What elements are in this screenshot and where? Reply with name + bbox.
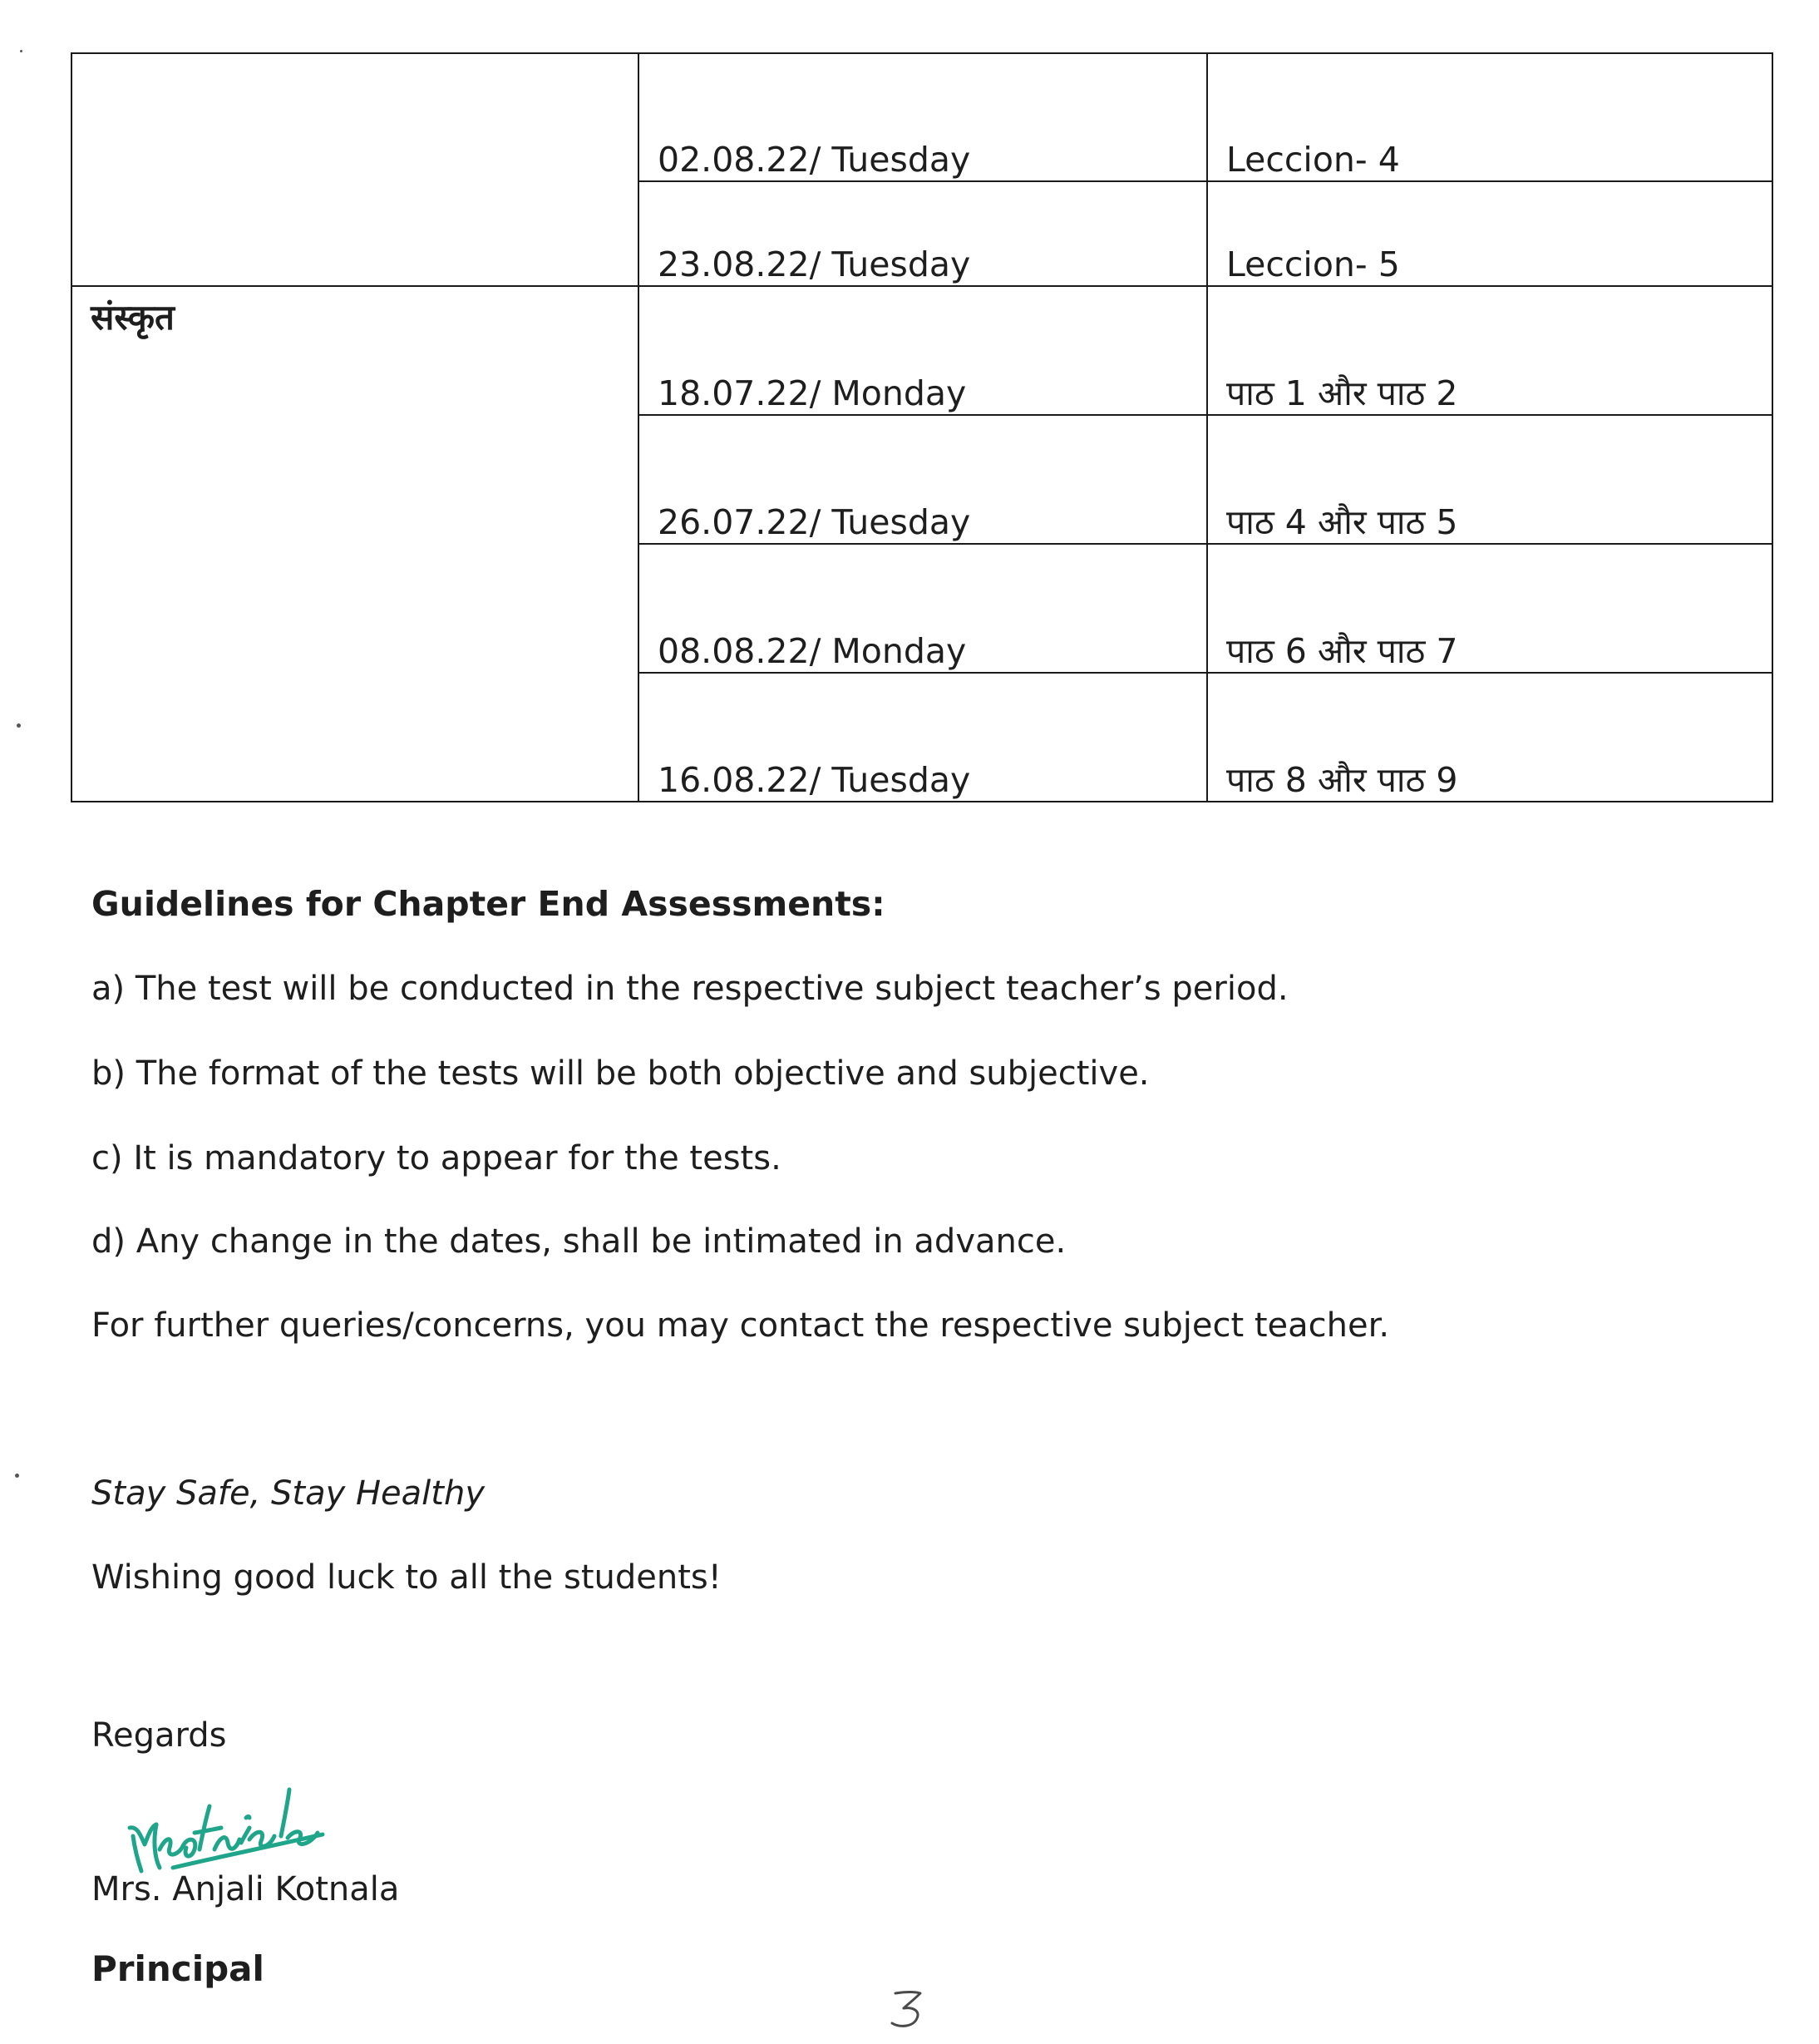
guideline-item: c) It is mandatory to appear for the tests. xyxy=(91,1139,781,1178)
scan-speck xyxy=(17,723,21,728)
date-cell: 23.08.22/ Tuesday xyxy=(638,181,1207,286)
scan-speck xyxy=(20,50,22,52)
signature-image xyxy=(123,1778,339,1878)
regards-text: Regards xyxy=(91,1716,227,1755)
subject-cell: संस्कृत xyxy=(71,286,638,802)
motto: Stay Safe, Stay Healthy xyxy=(91,1474,485,1513)
topic-cell: पाठ 8 और पाठ 9 xyxy=(1207,673,1772,802)
table-row xyxy=(71,286,1772,415)
guideline-item: d) Any change in the dates, shall be intimated in advance. xyxy=(91,1222,1067,1261)
topic-cell: पाठ 6 और पाठ 7 xyxy=(1207,544,1772,673)
topic-cell: पाठ 1 और पाठ 2 xyxy=(1207,286,1772,415)
table-row xyxy=(71,53,1772,181)
topic-cell: पाठ 4 और पाठ 5 xyxy=(1207,415,1772,544)
date-cell: 08.08.22/ Monday xyxy=(638,544,1207,673)
page-number xyxy=(884,1983,934,2033)
date-cell: 18.07.22/ Monday xyxy=(638,286,1207,415)
guideline-item: b) The format of the tests will be both objective and subjective. xyxy=(91,1054,1150,1093)
topic-cell: Leccion- 5 xyxy=(1207,181,1772,286)
topic-cell: Leccion- 4 xyxy=(1207,53,1772,181)
guidelines-heading: Guidelines for Chapter End Assessments: xyxy=(91,884,885,924)
principal-title: Principal xyxy=(91,1948,264,1989)
wish-text: Wishing good luck to all the students! xyxy=(91,1558,722,1597)
subject-cell xyxy=(71,53,638,286)
scan-speck xyxy=(15,1474,19,1478)
guideline-item: a) The test will be conducted in the respective subject teacher’s period. xyxy=(91,970,1289,1008)
schedule-table xyxy=(71,52,1773,802)
contact-note: For further queries/concerns, you may contact the respective subject teacher. xyxy=(91,1306,1390,1345)
principal-name: Mrs. Anjali Kotnala xyxy=(91,1870,400,1908)
date-cell: 02.08.22/ Tuesday xyxy=(638,53,1207,181)
date-cell: 26.07.22/ Tuesday xyxy=(638,415,1207,544)
date-cell: 16.08.22/ Tuesday xyxy=(638,673,1207,802)
